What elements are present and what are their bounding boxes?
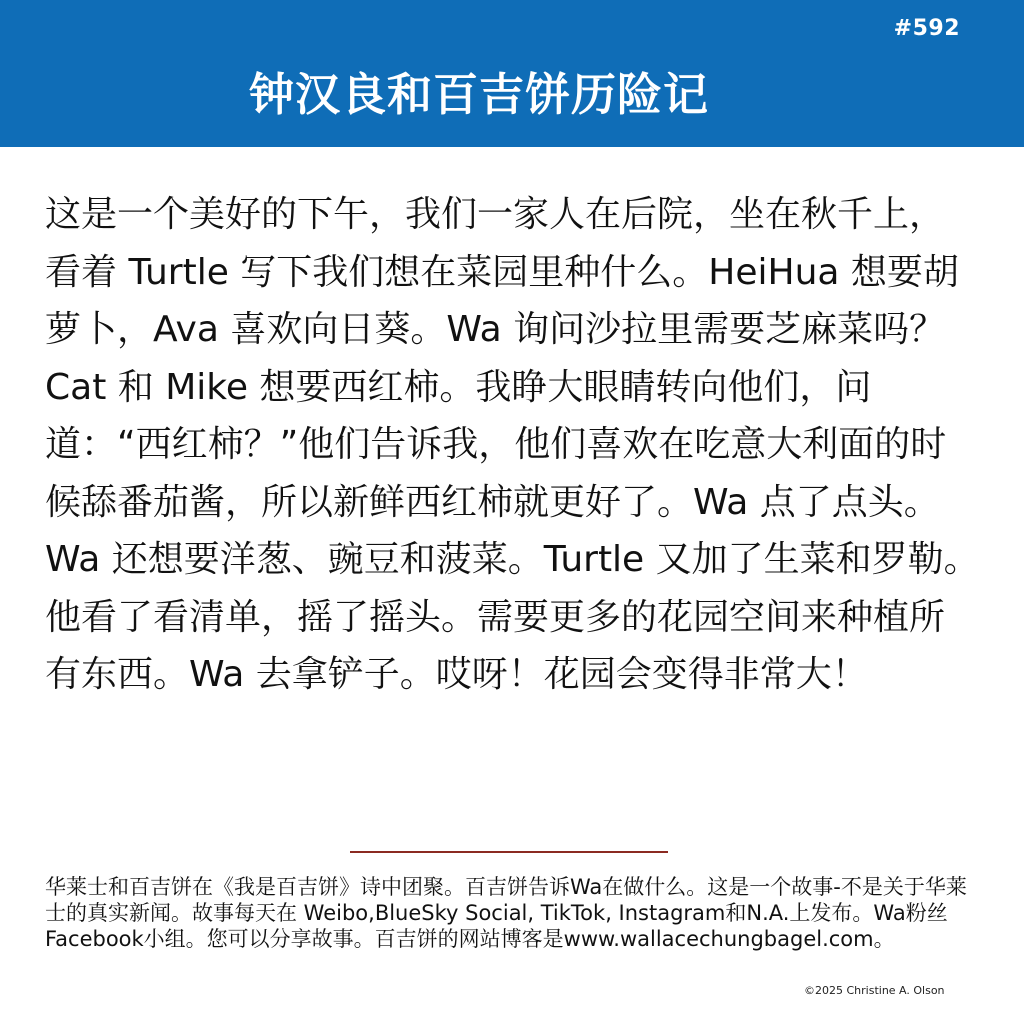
footnote-text: 华莱士和百吉饼在《我是百吉饼》诗中团聚。百吉饼告诉Wa在做什么。这是一个故事-不是关于华莱士的真实新闻。故事每天在 Weibo,BlueSky Social, TikTok, Instagram和N.A.上发布。Wa粉丝Facebook小组。您可以分享故事。百吉饼的网站博客是www.wallacechungbagel.com。 (45, 875, 967, 951)
page-title: 钟汉良和百吉饼历险记 (248, 68, 709, 121)
issue-number: #592 (893, 16, 960, 41)
story-text: 这是一个美好的下午，我们一家人在后院，坐在秋千上，看着 Turtle 写下我们想在菜园里种什么。HeiHua 想要胡萝卜，Ava 喜欢向日葵。Wa 询问沙拉里需要芝麻菜吗？Cat 和 Mike 想要西红柿。我睁大眼睛转向他们，问道：“西红柿？”他们告诉我，他们喜欢在吃意大利面的时候舔番茄酱，所以新鲜西红柿就更好了。Wa 点了点头。Wa 还想要洋葱、豌豆和菠菜。Turtle 又加了生菜和罗勒。他看了看清单，摇了摇头。需要更多的花园空间来种植所有东西。Wa 去拿铲子。哎呀！花园会变得非常大！ (45, 194, 980, 695)
divider (350, 851, 668, 853)
header-banner (0, 0, 1024, 147)
copyright-notice: ©2025 Christine A. Olson (804, 984, 945, 997)
